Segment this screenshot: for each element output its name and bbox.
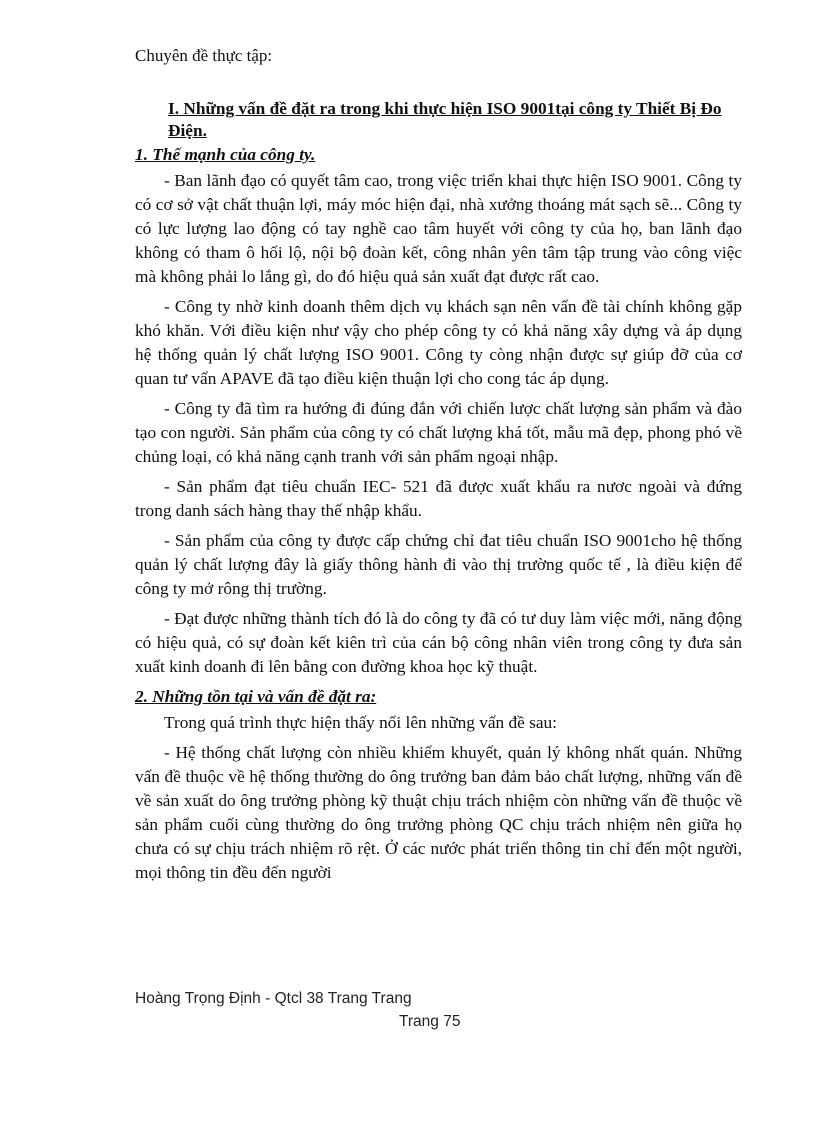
section-1-paragraph: - Công ty nhờ kinh doanh thêm dịch vụ khách sạn nên vấn đề tài chính không gặp khó khăn. Với điều kiện như vậy cho phép công ty có khả năng xây dựng và áp dụng hệ thống quản lý chất lượng ISO 9001. Công ty còng nhận được sự giúp đỡ của cơ quan tư vấn APAVE đã tạo điều kiện thuận lợi cho cong tác áp dụng. (135, 297, 742, 388)
chapter-title: I. Những vấn đề đặt ra trong khi thực hiện ISO 9001tại công ty Thiết Bị Đo Điện. (168, 99, 722, 140)
section-1-paragraph: - Công ty đã tìm ra hướng đi đúng đắn với chiến lược chất lượng sản phẩm và đào tạo con người. Sản phẩm của công ty có chất lượng khá tốt, mẫu mã đẹp, phong phó về chủng loại, có khả năng cạnh tranh với sản phẩm ngoại nhập. (135, 399, 742, 466)
page-number: Trang 75 (399, 1013, 461, 1030)
section-2-intro: Trong quá trình thực hiện thấy nổi lên những vấn đề sau: (164, 713, 557, 732)
section-1-paragraph: - Ban lãnh đạo có quyết tâm cao, trong việc triển khai thực hiện ISO 9001. Công ty có cơ sở vật chất thuận lợi, máy móc hiện đại, nhà xưởng thoáng mát sạch sẽ... Công ty có lực lượng lao động có tay nghề cao tâm huyết với công ty của họ, ban lãnh đạo không có tham ô hối lộ, nội bộ đoàn kết, công nhân yên tâm tập trung vào công việc mà không phải lo lắng gì, do đó hiệu quả sản xuất đạt được rất cao. (135, 171, 742, 286)
section-2-paragraph: - Hệ thống chất lượng còn nhiều khiếm khuyết, quản lý không nhất quán. Những vấn đề thuộc về hệ thống thường do ông trưởng ban đảm bảo chất lượng, những vấn đề về sản xuất do ông trưởng phòng kỹ thuật chịu trách nhiệm còn những vấn đề thuộc về sản phẩm cuối cùng thường do ông trưởng phòng QC chịu trách nhiệm nên giữa họ chưa có sự chịu trách nhiệm rõ rệt. Ở các nước phát triển thông tin chỉ đến một người, mọi thông tin đều đến người (135, 743, 742, 882)
section-2-heading: 2. Những tồn tại và vấn đề đặt ra: (135, 687, 377, 706)
section-1-heading: 1. Thế mạnh của công ty. (135, 145, 316, 164)
section-1-paragraph: - Sản phẩm đạt tiêu chuẩn IEC- 521 đã được xuất khẩu ra nươc ngoài và đứng trong danh sách hàng thay thế nhập khẩu. (135, 477, 742, 520)
footer-author: Hoàng Trọng Định - Qtcl 38 Trang Trang (135, 990, 412, 1007)
document-header: Chuyên đề thực tập: (135, 46, 273, 65)
section-1-paragraph: - Sản phẩm của công ty được cấp chứng chỉ đat tiêu chuẩn ISO 9001cho hệ thống quản lý chất lượng đây là giấy thông hành đi vào thị trường quốc tế , là điều kiện để công ty mở rông thị trường. (135, 531, 742, 598)
document-body (135, 98, 742, 891)
section-1-paragraph: - Đạt được những thành tích đó là do công ty đã có tư duy làm việc mới, năng động có hiệu quả, có sự đoàn kết kiên trì của cán bộ công nhân viên trong công ty đưa sản xuất kinh doanh đi lên bằng con đường khoa học kỹ thuật. (135, 609, 742, 676)
